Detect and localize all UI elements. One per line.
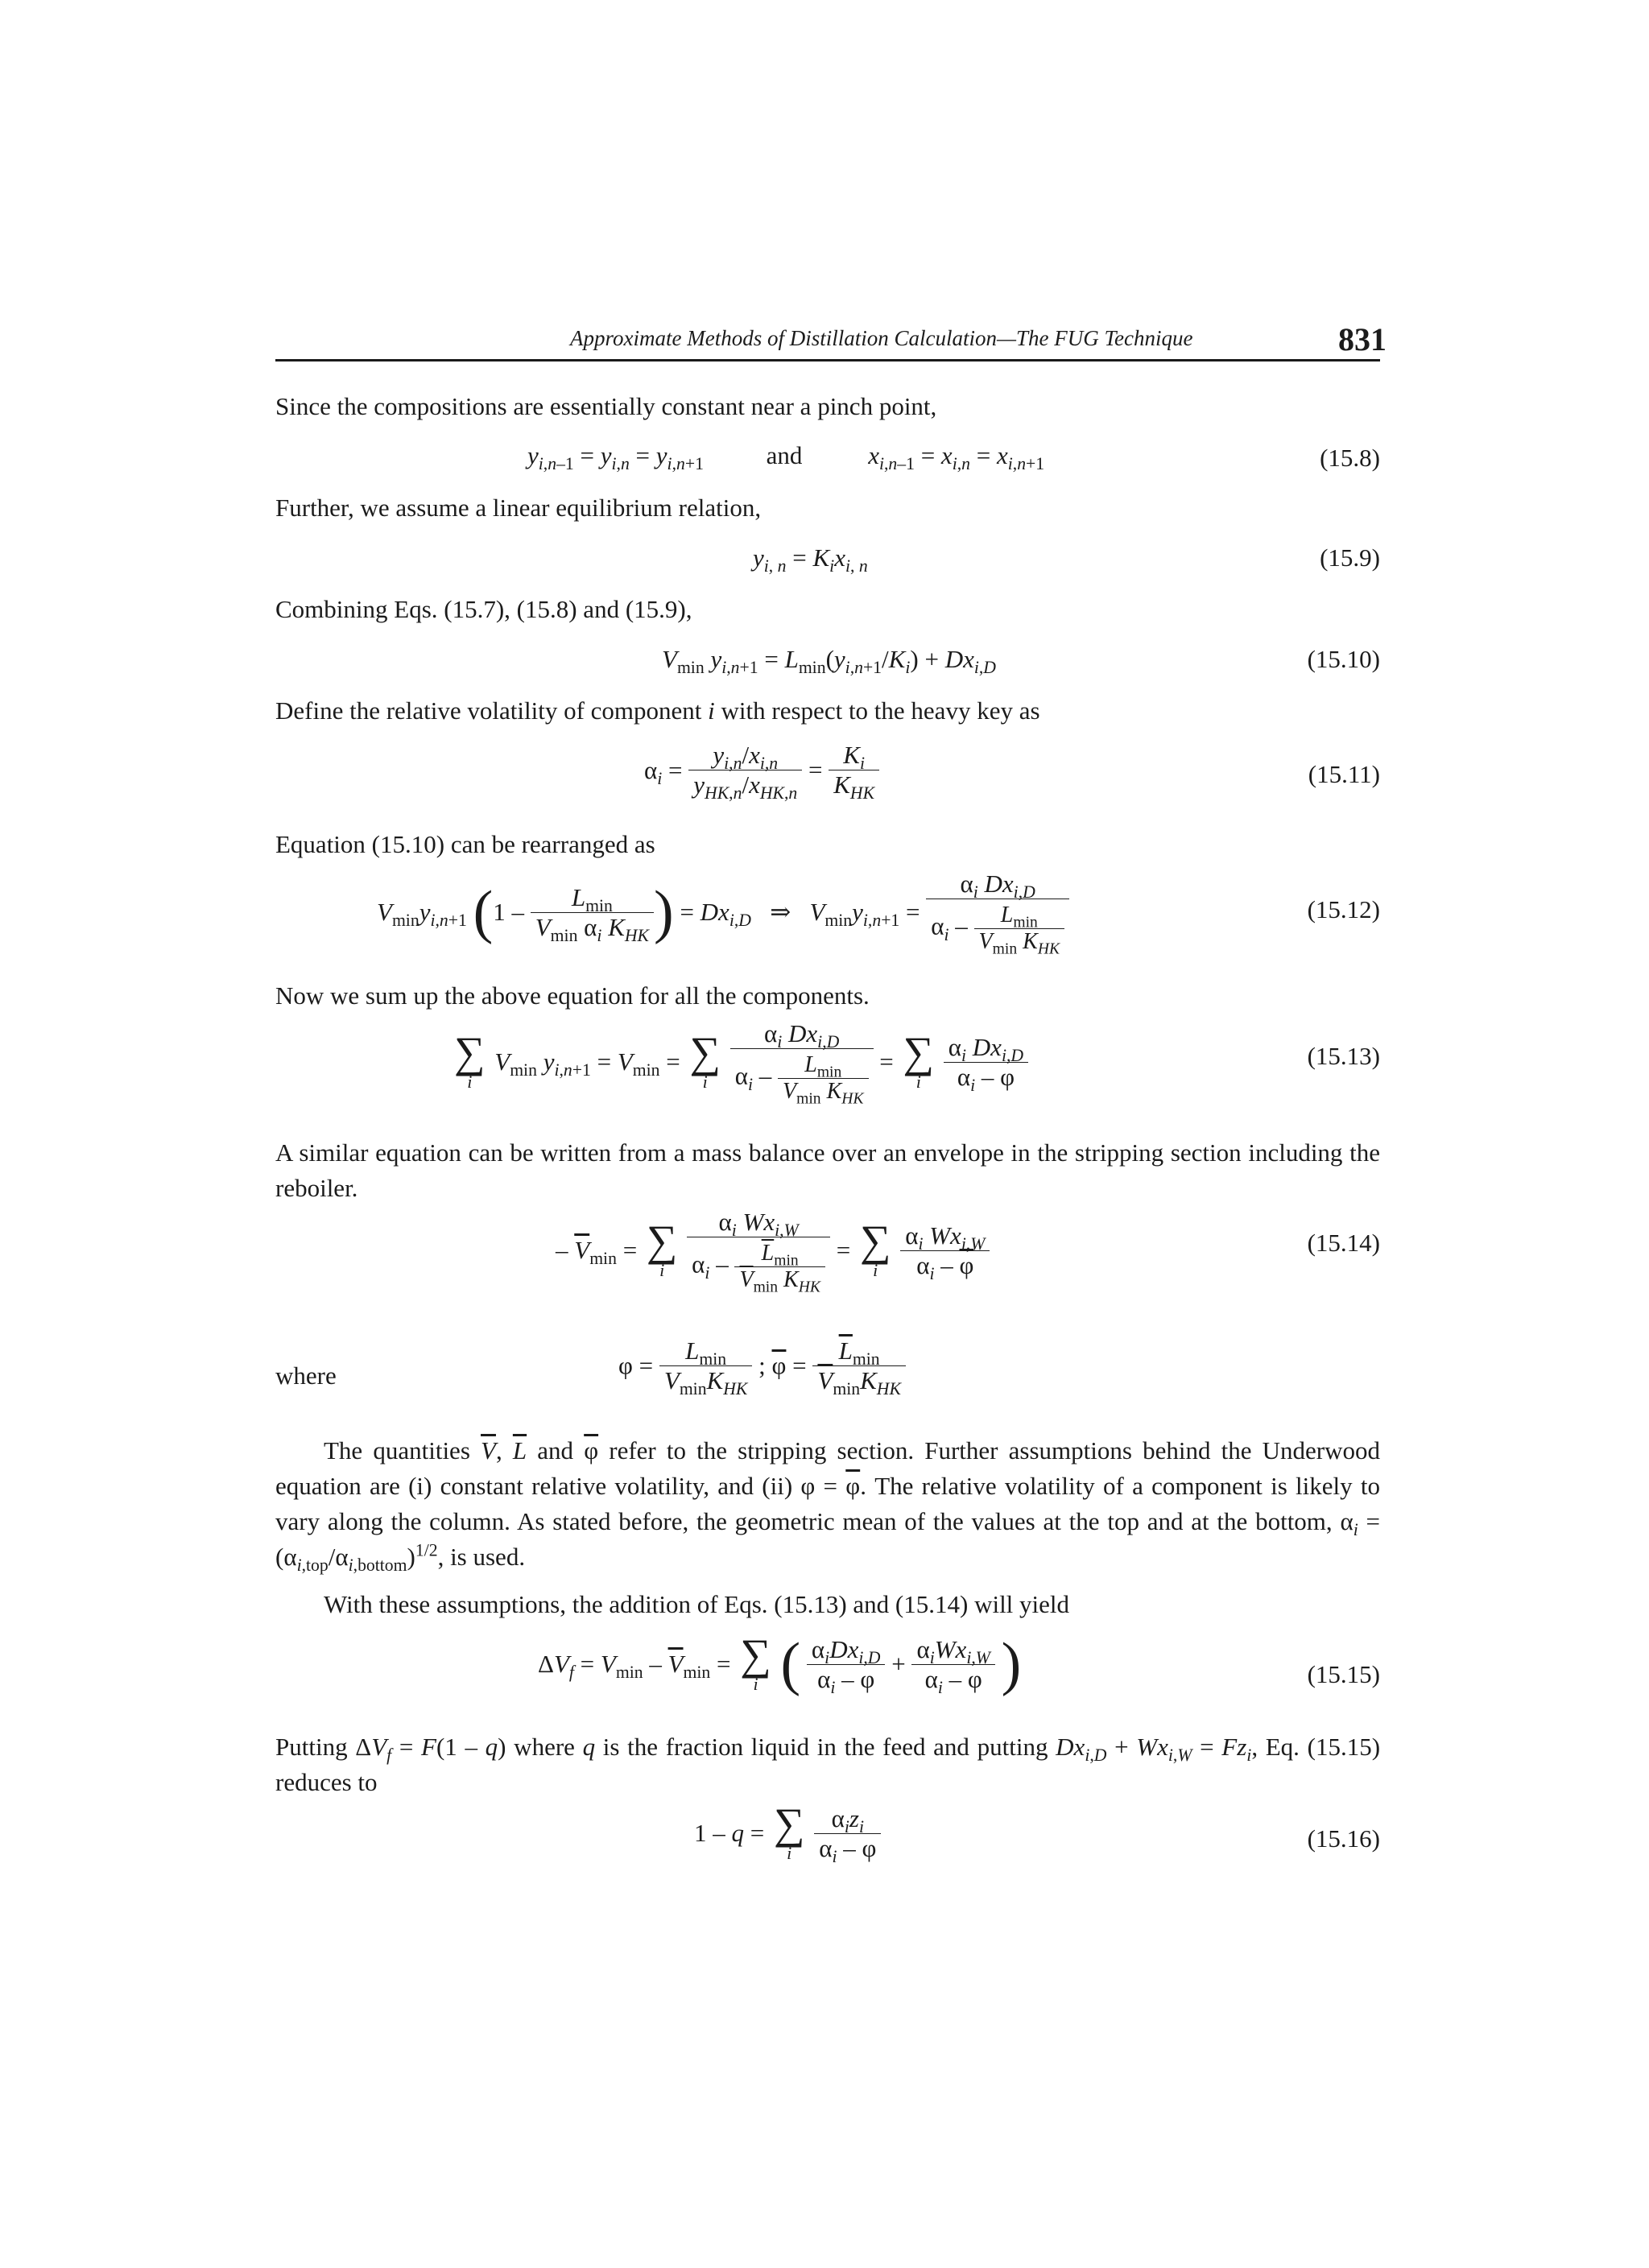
equation-number-15-14: (15.14) xyxy=(1307,1229,1380,1257)
paragraph-relative-volatility: Define the relative volatility of component i with respect to the heavy key as xyxy=(275,696,1040,725)
equation-phi-definition: φ = $\frac{L_{min}}{V_{min}K_{HK}}$ ; $\overline{\varphi}$ = $\frac{\overline{L}_{min}}{\overline{V}_{min}K_{HK}}$ xyxy=(618,1336,906,1395)
paragraph-underwood-assumptions: The quantities $\overline{V}$, $\overline{L}$ and $\overline{\varphi}$ refer to the stripping section. Further assumptions behind the Underwood equation are (i) constant relative volatility, and (ii) $\varphi = \overline{\varphi}$. The relative volatility of a component is likely to vary along the column. As stated before, the geometric mean of the values at the top and at the bottom, $\alpha_i = (\alpha_{i,top}/\alpha_{i,bottom})^{1/2}$, is used. xyxy=(275,1436,1380,1576)
paragraph-combining-eqs: Combining Eqs. (15.7), (15.8) and (15.9), xyxy=(275,595,692,623)
header-rule xyxy=(275,359,1380,361)
equation-15-10: $V_{min}$ $y_{i,n+1} = L_{min}(y_{i,n+1}/K_i) + Dx_{i,D}$ xyxy=(662,645,996,678)
equation-15-13: ∑ i $V_{min}$ $y_{i,n+1} = V_{min}$ = ∑ i $\alpha_i$ $Dx_{i,D}$ $\alpha_i$ – $\frac{L_{min}}{V_{min} K_{HK}}$ = ∑ i $\frac{\alpha_i Dx_{i,D}}{\alpha_i - \varphi}$ xyxy=(451,1019,1028,1105)
paragraph-with-assumptions: With these assumptions, the addition of Eqs. (15.13) and (15.14) will yield xyxy=(324,1590,1070,1618)
paragraph-sum-up: Now we sum up the above equation for all the components. xyxy=(275,981,870,1010)
eq-and-word: and xyxy=(766,441,803,469)
page-number: 831 xyxy=(1338,321,1387,357)
equation-number-15-15: (15.15) xyxy=(1307,1660,1380,1688)
paragraph-pinch-point: Since the compositions are essentially constant near a pinch point, xyxy=(275,392,937,420)
paragraph-rearranged: Equation (15.10) can be rearranged as xyxy=(275,830,655,858)
equation-15-12: $V_{min}y_{i,n+1}$ (1 – $\frac{L_{min}}{V_{min} \alpha_i K_{HK}}$ ) = $Dx_{i,D}$ ⇒ $V_{min}y_{i,n+1}$ = $\alpha_i$ $Dx_{i,D}$ $\alpha_i$ – $\frac{L_{min}}{V_{min} K_{HK}}$ xyxy=(377,870,1069,955)
paragraph-stripping-balance: A similar equation can be written from a mass balance over an envelope in the stripping section including the reboiler. xyxy=(275,1138,1380,1202)
equation-number-15-13: (15.13) xyxy=(1307,1042,1380,1070)
equation-15-8: $y_{i,n-1} = y_{i,n} = y_{i,n+1}$ and $x_{i,n-1} = x_{i,n} = x_{i,n+1}$ xyxy=(527,441,1045,474)
equation-number-15-9: (15.9) xyxy=(1320,543,1380,572)
equation-number-15-12: (15.12) xyxy=(1307,895,1380,923)
paragraph-putting-delta-v: Putting $\Delta V_f = F(1 - q)$ where q is the fraction liquid in the feed and putting $Dx_{i,D} + Wx_{i,W} = Fz_i$, Eq. (15.15) reduces to xyxy=(275,1733,1381,1796)
paragraph-linear-equilibrium: Further, we assume a linear equilibrium relation, xyxy=(275,494,762,522)
where-label: where xyxy=(275,1361,337,1390)
equation-15-11: $\alpha_i$ = $\frac{y_{i,n}/x_{i,n}}{y_{HK,n}/x_{HK,n}}$ = $\frac{K_i}{K_{HK}}$ xyxy=(644,741,879,799)
equation-number-15-11: (15.11) xyxy=(1308,760,1380,788)
equation-15-16: 1 – q = ∑ i $\frac{\alpha_iz_i}{\alpha_i - \varphi}$ xyxy=(694,1803,881,1863)
equation-number-15-8: (15.8) xyxy=(1320,444,1380,472)
equation-15-9: $y_{i, n} = K_ix_{i, n}$ xyxy=(753,543,868,576)
equation-15-15: $\Delta V_f = V_{min} - \overline{V}_{min}$ = ∑ i ( $\frac{\alpha_iDx_{i,D}}{\alpha_i - \varphi}$ + $\frac{\alpha_iWx_{i,W}}{\alpha_i - \varphi}$ ) xyxy=(538,1630,1022,1697)
running-title: Approximate Methods of Distillation Calculation—The FUG Technique xyxy=(570,326,1193,350)
equation-number-15-16: (15.16) xyxy=(1307,1824,1380,1853)
equation-number-15-10: (15.10) xyxy=(1307,645,1380,673)
equation-15-14: – $\overline{V}_{min}$ = ∑ i $\alpha_i$ $Wx_{i,W}$ $\alpha_i$ – $\frac{\overline{L}_{min}}{\overline{V}_{min} K_{HK}}$ = ∑ i $\frac{\alpha_i Wx_{i,W}}{\alpha_i - \overline{\varphi}}$ xyxy=(556,1208,990,1293)
